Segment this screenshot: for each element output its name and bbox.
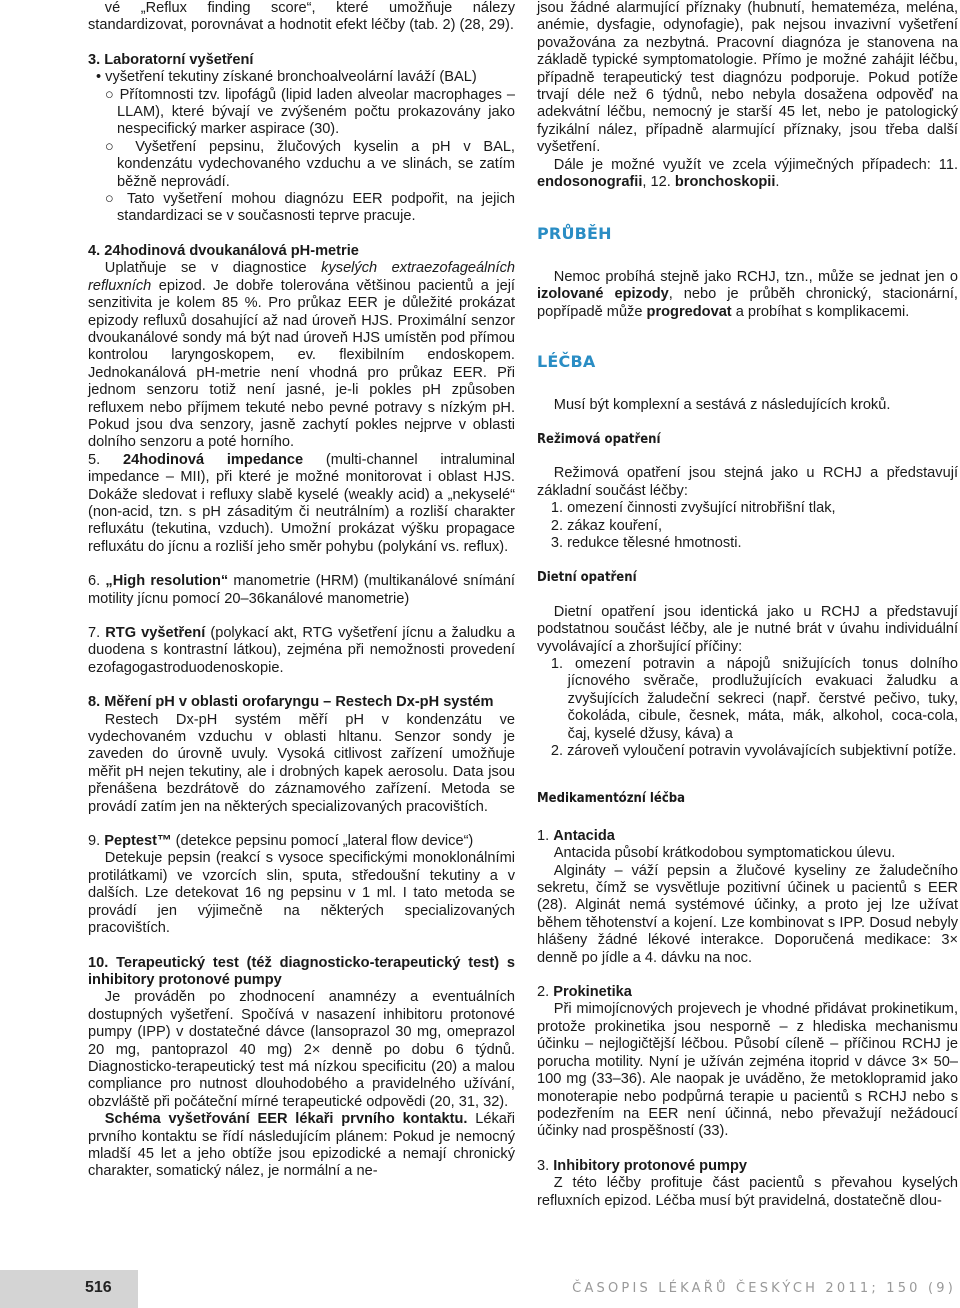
section-test-text: Je prováděn po zhodnocení anamnézy a eventuálních dostupných vyšetření. Spočívá v nasazení inhibitoru protonové pumpy (IPP) v dostatečné dávce (lansoprazol 30 mg, omeprazol 20 mg, pantoprazol 40 mg) 2× denně po dobu 6 týdnů. Diagnosticko-terapeutický test má nízkou specificitu (20) a malou compliance pro nutnost dlouhodobého a pravidelného užívání, obzvláště při počáteční mírné terapeutické odpovědi (20, 31, 32).: [88, 989, 515, 1110]
lab-item-1: ○ Přítomnosti tzv. lipofágů (lipid laden alveolar macrophages – LLAM), které bývají ve zvýšeném počtu prokazovány jako nespecifický marker aspirace (30).: [105, 86, 515, 138]
ipp-text: Z této léčby profituje část pacientů s převahou kyselých refluxních epizod. Léčba musí být pravidelná, dostatečně dlou-: [537, 1175, 958, 1209]
paragraph-continuation-right: jsou žádné alarmující příznaky (hubnutí, hemateméza, meléna, anémie, dysfagie, odynofagie), pak nejsou invazivní vyšetření považována za nezbytná. Pracovní diagnóza je stanovena na základě typické symptomatologie. Přímo je možné zahájit léčbu, případně terapeutický test diagnózu podporuje. Pokud potíže trvají déle než 6 týdnů, nebo nebyla dosažena odpověď na adekvátní léčbu, nemocný je starší 45 let, nebo je patologický fyzikální nález, případně alarmující příznaky, jsou třeba další vyšetření.: [537, 0, 958, 156]
antacida-text-2: Algináty – váží pepsin a žlučové kyseliny ze žaludečního sekretu, čímž se vysvětluje pozitivní účinek u pacientů s EER (28). Alginát nemá systémové účinky, a proto jej lze užívat během těhotenství a kojení. Lze kombinovat s IPP. Dosud nebyly hlášeny žádné lékové interakce. Doporučená medikace: 3× denně po jídle a 4. dávku na noc.: [537, 862, 958, 966]
antacida-title: 1. Antacida: [537, 827, 615, 844]
section-peptest-text: Detekuje pepsin (reakcí s vysoce specifickými monoklonálními protilátkami) ve vzorcích slin, sputa, středoušní tekutiny a v dalších. Lze detekovat 16 ng pepsinu v 1 ml. I tato metoda se provádí jen výjimečně na některých specializovaných pracovištích.: [88, 850, 515, 937]
section-peptest-title: 9. Peptest™ (detekce pepsinu pomocí „lateral flow device“): [88, 833, 474, 850]
paragraph-dieta: Dietní opatření jsou identická jako u RCHJ a představují podstatnou součást léčby, ale je nutné brát v úvahu individuální vyvolávající a zhoršující příčiny:: [537, 603, 958, 655]
heading-rezim: Režimová opatření: [537, 431, 661, 447]
page-number: 516: [85, 1279, 112, 1296]
ipp-title: 3. Inhibitory protonové pumpy: [537, 1157, 748, 1174]
dieta-item-2: 2. zároveň vyloučení potravin vyvolávajících subjektivní potíže.: [550, 743, 957, 759]
section-impedance: 5. 24hodinová impedance (multi-channel intraluminal impedance – MII), při které je možné monitorovat i oblast HJS. Dokáže sledovat i refluxy slabě kyselé (weakly acid) a „nekyselé“ (non-acid, tzn. s pH zásaditým či neutrálním) a rozliší charakter refluxátu (tekutina, vzduch). Umožní prokázat výšku propagace refluxátu do jícnu a rozliší jeho směr pohybu (polykání vs. reflux).: [88, 451, 516, 555]
dieta-item-1: 1. omezení potravin a nápojů snižujících tonus dolního jícnového svěrače, prodlužujících evakuaci žaludku a zvyšujících žaludeční sekreci (např. čerstvé pečivo, tuky, čokoláda, cibule, česnek, máta, mák, alkohol, coca-cola, čaj, kyselé džusy, káva) a: [550, 655, 958, 742]
rezim-item-3: 3. redukce tělesné hmotnosti.: [550, 534, 742, 551]
section-ph-text: Uplatňuje se v diagnostice kyselých extraezofageálních refluxních epizod. Je dobře tolerována většinou pacientů a její senzitivita je kolem 85 %. Pro průkaz EER je důležité prokázat epizody refluxů dosahující až nad úroveň HJS. Proximální senzor dvoukanálové sondy má být nad úroveň HJS umístěn pod přímou kontrolou laryngoskopem, ev. flexibilním endoskopem. Jednokanálová pH-metrie není vhodná pro průkaz EER. Při jednom senzoru totiž není jasné, je-li pokles pH způsoben refluxem nebo příjmem tekuté nebo pevné potravy s nízkým pH. Pokud jsou dva senzory, jasně zachytí pokles nejprve v oblasti dolního senzoru a poté horního.: [88, 260, 515, 451]
section-schema: Schéma vyšetřování EER lékaři prvního kontaktu. Lékaři prvního kontaktu se řídí následujícím plánem: Pokud je nemocný mladší 45 let a jeho obtíže jsou epizodické a nemají chronický charakter, somatický nález, je normální a ne-: [88, 1111, 515, 1180]
page-footer: [0, 1270, 960, 1308]
page-number-box: [0, 1270, 138, 1308]
lab-item-2: ○ Vyšetření pepsinu, žlučových kyselin a pH v BAL, kondenzátu vydechovaného vzduchu a ve slinách, se zatím běžně neprovádí.: [105, 138, 515, 190]
journal-name: ČASOPIS LÉKAŘŮ ČESKÝCH 2011; 150 (9): [572, 1281, 956, 1296]
left-column: [88, 0, 515, 1181]
paragraph-extra-exams: Dále je možné využít ve zcela výjimečných případech: 11. endosonografii, 12. bronchoskopii.: [537, 156, 958, 191]
prokinetika-text: Při mimojícnových projevech je vhodné přidávat prokinetikum, protože prokinetika jsou nesporně – z hlediska mechanismu účinku – nejlogičtější léčbou. Působí cíleně – příčinou RCHJ je porucha motility. Nyní je užíván zejména itoprid v dávce 3× 50–100 mg (33–36). Ale naopak je uváděno, že metoklopramid jako monoterapie nebo podpůrná terapie u pacientů s RCHJ nebo s podezřením na EER není účinná, nebo převažují nežádoucí účinky nad prospěšností (33).: [537, 1001, 958, 1140]
right-column: [537, 0, 958, 1210]
lab-bullet: • vyšetření tekutiny získané bronchoalveolární laváží (BAL): [96, 69, 477, 86]
rezim-item-2: 2. zákaz kouření,: [550, 517, 663, 534]
section-ph-title: 4. 24hodinová dvoukanálová pH-metrie: [88, 242, 359, 259]
heading-prubeh: PRŮBĚH: [537, 224, 612, 244]
lab-item-3: ○ Tato vyšetření mohou diagnózu EER podpořit, na jejich standardizaci se v současnosti teprve pracuje.: [105, 191, 515, 225]
paragraph-prubeh: Nemoc probíhá stejně jako RCHJ, tzn., může se jednat jen o izolované epizody, nebo je průběh chronický, stacionární, popřípadě může progredovat a probíhat s komplikacemi.: [537, 268, 958, 320]
antacida-text-1: Antacida působí krátkodobou symptomatickou úlevu.: [553, 845, 896, 862]
section-restech-title: 8. Měření pH v oblasti orofaryngu – Restech Dx-pH systém: [88, 694, 494, 711]
paragraph-lecba: Musí být komplexní a sestává z následujících kroků.: [553, 396, 891, 413]
paragraph-rezim: Režimová opatření jsou stejná jako u RCHJ a představují základní součást léčby:: [537, 465, 958, 499]
heading-medikace: Medikamentózní léčba: [537, 791, 686, 807]
heading-lecba: LÉČBA: [537, 352, 596, 372]
rezim-item-1: 1. omezení činnosti zvyšující nitrobřišní tlak,: [550, 500, 836, 517]
section-test-title: 10. Terapeutický test (též diagnosticko-terapeutický test) s inhibitory protonové pumpy: [88, 954, 515, 988]
paragraph-continuation: vé „Reflux finding score“, které umožňuje nálezy standardizovat, porovnávat a hodnotit efekt léčby (tab. 2) (28, 29).: [88, 0, 515, 34]
section-restech-text: Restech Dx-pH systém měří pH v kondenzátu ve vydechovaném vzduchu v oblasti hltanu. Senzor sondy je zaveden do úrovně uvuly. Vysoká citlivost zařízení umožňuje měřit pH nejen tekutiny, ale i drobných kapek aerosolu. Data jsou přenášena bezdrátově do záznamového zařízení. Metoda se provádí zatím jen na některých specializovaných pracovištích.: [88, 711, 515, 815]
section-rtg: 7. RTG vyšetření (polykací akt, RTG vyšetření jícnu a žaludku a duodena s kontrastní látkou), zejména při nemožnosti provedení ezofagogastroduodenoskopie.: [88, 625, 515, 676]
section-lab-title: 3. Laboratorní vyšetření: [88, 51, 254, 68]
prokinetika-title: 2. Prokinetika: [537, 984, 632, 1001]
section-hrm: 6. „High resolution“ manometrie (HRM) (multikanálové snímání motility jícnu pomocí 20–36kanálové manometrie): [88, 573, 515, 607]
heading-dieta: Dietní opatření: [537, 570, 637, 586]
